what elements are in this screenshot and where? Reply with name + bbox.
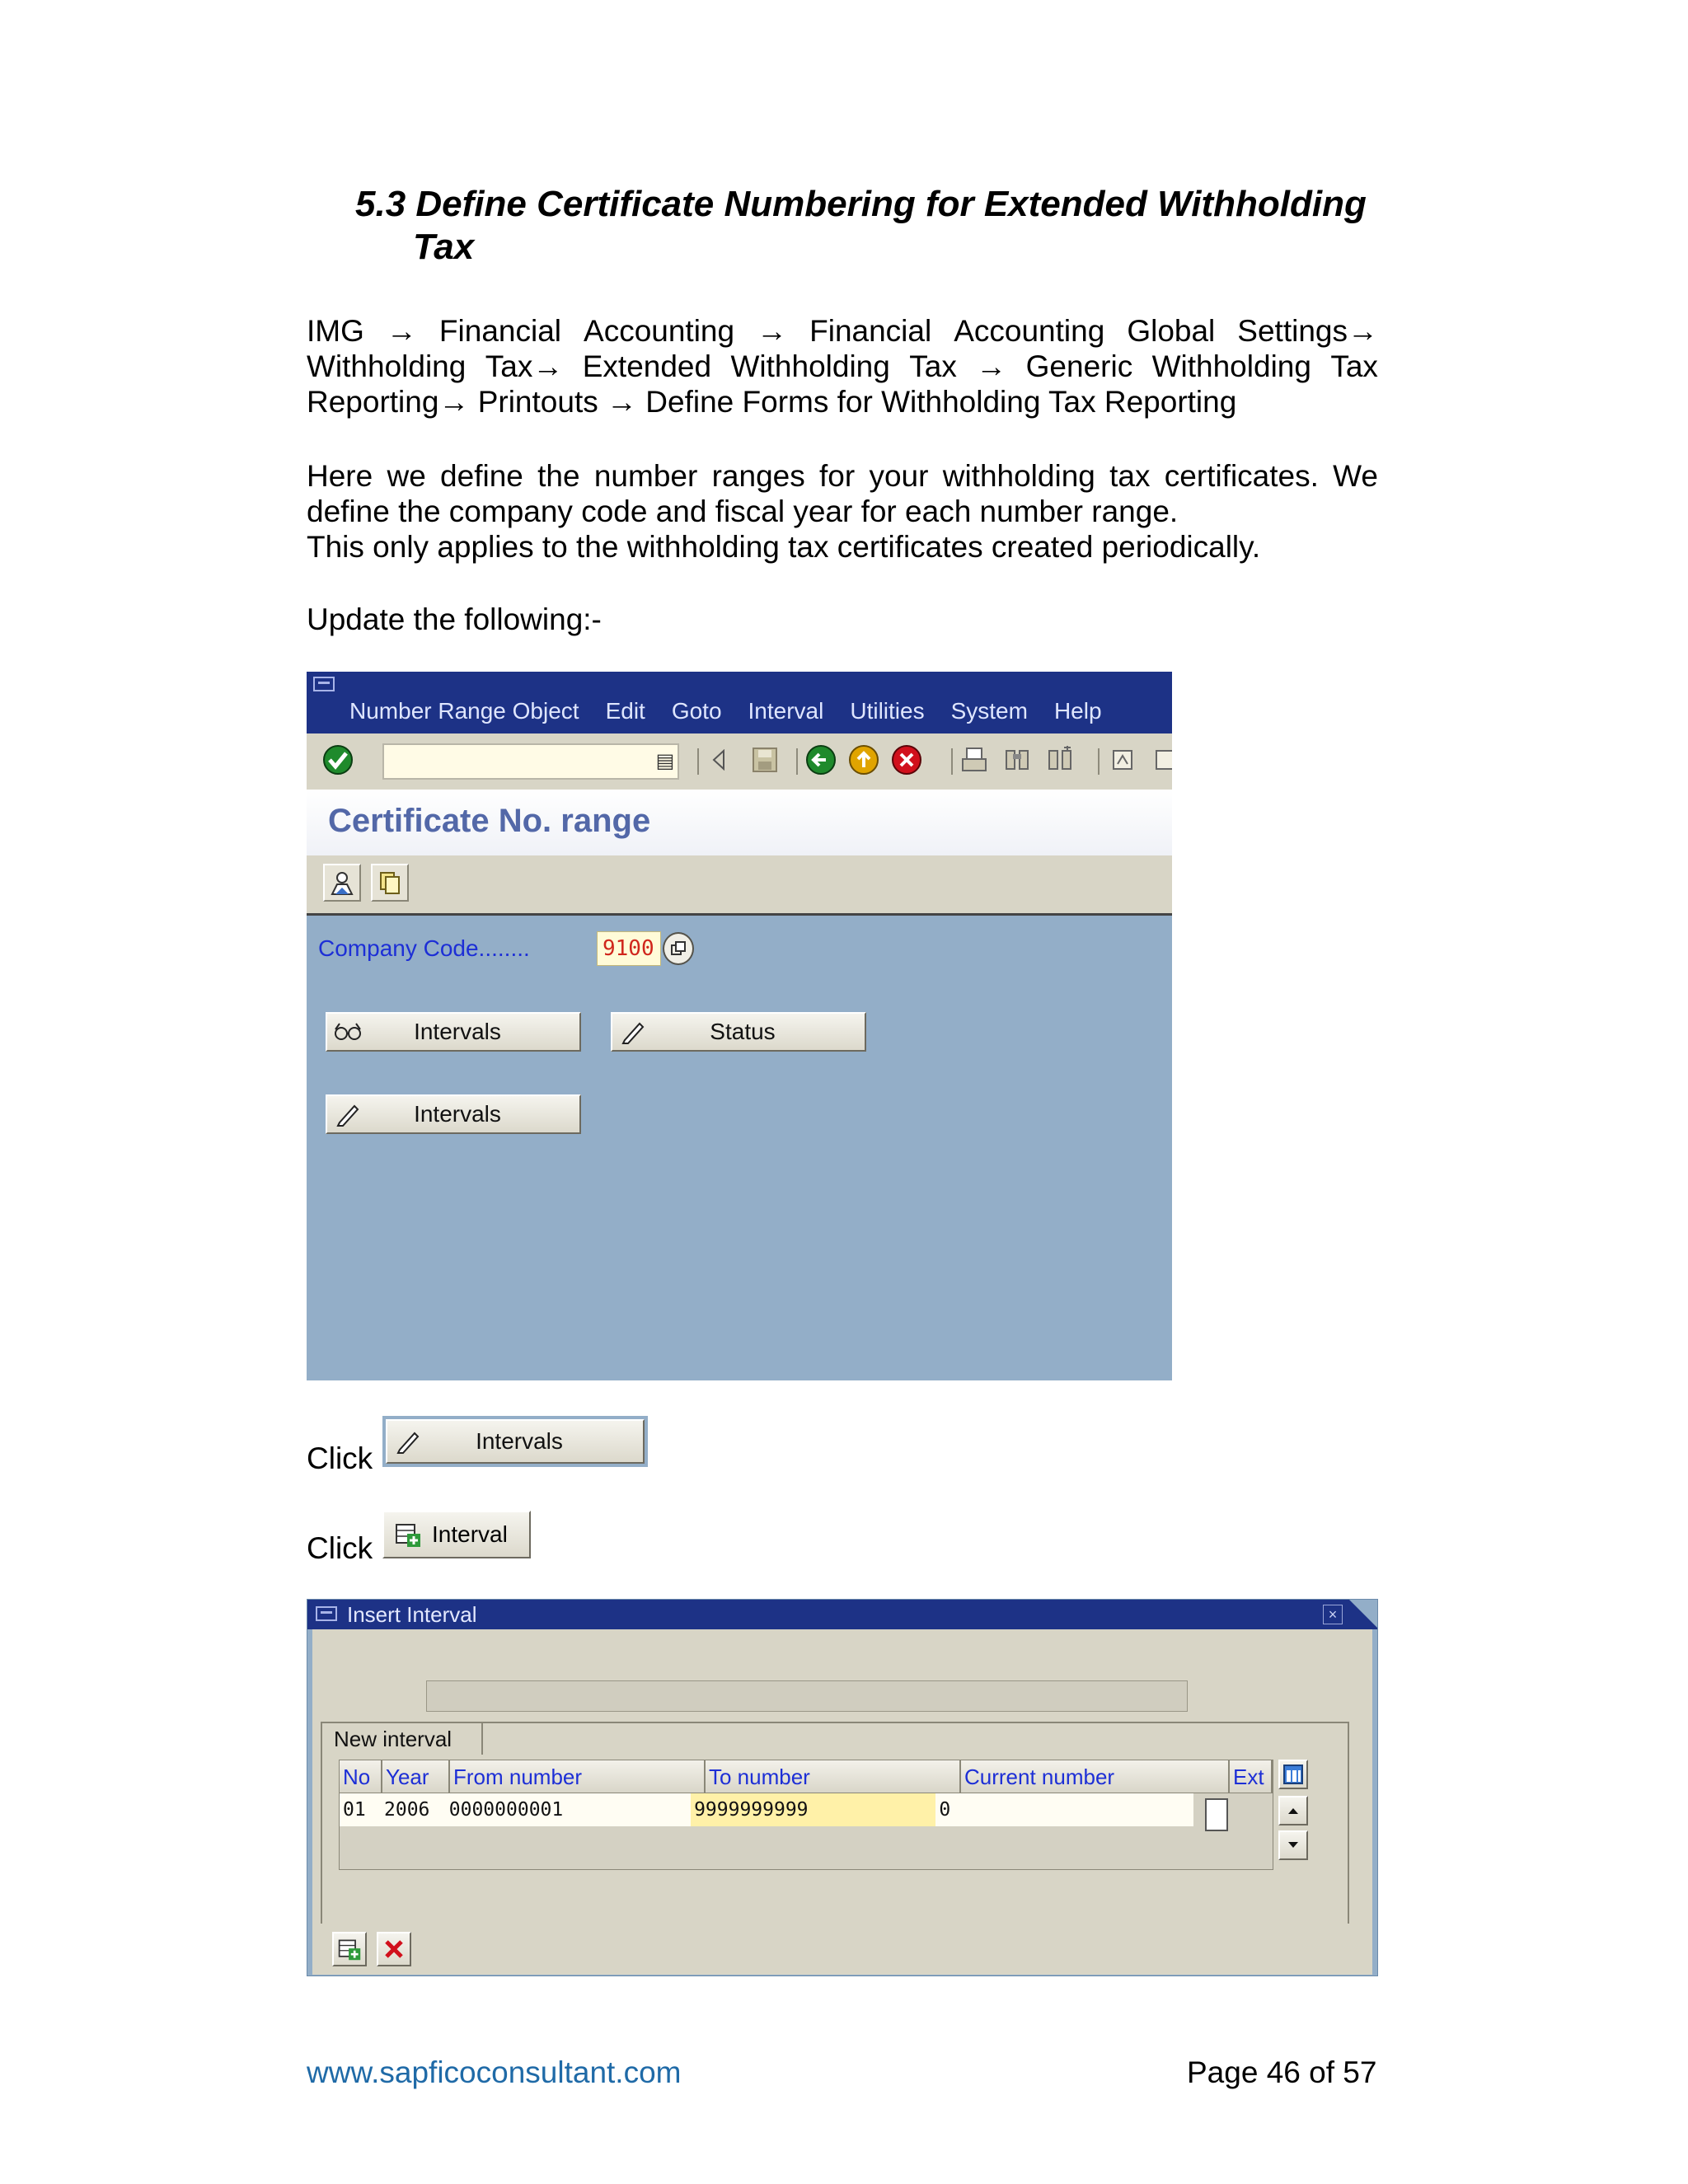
path-word: Accounting xyxy=(584,314,735,348)
path-word: IMG xyxy=(307,314,364,348)
path-word: Tax→ xyxy=(485,349,564,383)
column-header-current-number[interactable]: Current number xyxy=(961,1760,1230,1793)
click-instruction-1: Click xyxy=(307,1441,373,1475)
collapse-arrow-icon[interactable] xyxy=(702,743,735,776)
column-header-year[interactable]: Year xyxy=(382,1760,450,1793)
dialog-footer-toolbar xyxy=(312,1924,1372,1975)
footer-page-number: Page 46 of 57 xyxy=(1187,2055,1377,2089)
glasses-icon xyxy=(327,1021,368,1043)
toolbar-separator xyxy=(796,748,798,775)
path-line-2 xyxy=(307,349,1378,384)
menu-system[interactable]: System xyxy=(950,698,1028,724)
insert-interval-dialog xyxy=(307,1599,1378,1976)
window-menu-icon[interactable] xyxy=(313,677,335,691)
toolbar-separator xyxy=(697,748,699,775)
sap-menu-bar xyxy=(307,672,1172,733)
sap-number-range-screen xyxy=(307,672,1172,1380)
table-header xyxy=(340,1760,1273,1793)
column-header-to-number[interactable]: To number xyxy=(706,1760,961,1793)
click-instruction-2: Click xyxy=(307,1531,373,1565)
screen-title: Certificate No. range xyxy=(328,803,651,839)
cell-year[interactable]: 2006 xyxy=(384,1799,430,1821)
find-next-icon[interactable] xyxy=(1043,743,1076,776)
dialog-title: Insert Interval xyxy=(347,1602,477,1627)
path-line-3 xyxy=(307,384,1378,419)
menu-items xyxy=(349,698,1102,724)
intervals-change-button[interactable] xyxy=(326,1094,581,1134)
table-controls xyxy=(1278,1760,1311,1865)
new-interval-group xyxy=(321,1722,1349,1931)
cell-to-number[interactable]: 9999999999 xyxy=(691,1793,935,1826)
path-word: Financial xyxy=(809,314,932,348)
save-icon[interactable] xyxy=(748,743,781,776)
find-icon[interactable] xyxy=(1001,743,1034,776)
menu-edit[interactable]: Edit xyxy=(605,698,645,724)
command-field[interactable] xyxy=(382,743,679,780)
company-code-label: Company Code........ xyxy=(318,935,530,961)
path-word: Accounting xyxy=(954,314,1105,348)
path-word: Tax xyxy=(909,349,957,383)
pencil-icon xyxy=(387,1428,429,1455)
path-word: Generic xyxy=(1025,349,1133,383)
menu-interval[interactable]: Interval xyxy=(748,698,824,724)
dialog-body xyxy=(312,1629,1372,1946)
arrow-icon: → xyxy=(757,314,788,348)
ext-checkbox[interactable] xyxy=(1205,1798,1228,1831)
cell-current-number[interactable]: 0 xyxy=(939,1799,951,1821)
cancel-x-icon[interactable] xyxy=(377,1932,411,1966)
screen-title-bar xyxy=(307,790,1172,862)
menu-utilities[interactable]: Utilities xyxy=(850,698,925,724)
intervals-change-label: Intervals xyxy=(414,1101,501,1127)
command-history-icon[interactable]: ▤ xyxy=(655,750,675,772)
menu-number-range-object[interactable]: Number Range Object xyxy=(349,698,579,724)
path-line-3-text: Reporting→ Printouts → Define Forms for Withholding Tax Reporting xyxy=(307,385,1237,419)
scroll-up-icon[interactable] xyxy=(1278,1796,1308,1825)
menu-help[interactable]: Help xyxy=(1053,698,1102,724)
title-corner xyxy=(1349,1600,1378,1629)
intro-line-1: Here we define the number ranges for your withholding tax certificates. We xyxy=(307,459,1378,493)
possible-entries-icon[interactable] xyxy=(663,932,694,965)
dialog-message-bar xyxy=(426,1680,1188,1712)
click-intervals-button-frame xyxy=(382,1416,648,1467)
close-icon[interactable]: × xyxy=(1323,1605,1343,1624)
img-menu-path xyxy=(307,313,1378,419)
user-object-icon[interactable] xyxy=(323,864,361,902)
insert-interval-button[interactable] xyxy=(382,1511,531,1558)
back-icon[interactable] xyxy=(804,743,837,776)
enter-check-icon[interactable] xyxy=(321,743,354,776)
section-heading xyxy=(355,183,1427,269)
footer-website-link[interactable]: www.sapficoconsultant.com xyxy=(307,2055,682,2089)
pencil-icon xyxy=(327,1101,368,1127)
arrow-icon: → xyxy=(976,349,1007,383)
intervals-change-button[interactable] xyxy=(386,1419,645,1464)
path-word: Financial xyxy=(438,314,561,348)
exit-icon[interactable] xyxy=(847,743,880,776)
company-code-input[interactable]: 9100 xyxy=(597,931,661,966)
pencil-icon xyxy=(612,1019,654,1045)
copy-icon[interactable] xyxy=(371,864,409,902)
update-instruction: Update the following:- xyxy=(307,602,602,636)
cell-ext xyxy=(1193,1793,1235,1826)
column-header-no[interactable]: No xyxy=(340,1760,382,1793)
interval-button-label: Interval xyxy=(432,1521,508,1547)
path-word: Withholding xyxy=(1151,349,1311,383)
status-label: Status xyxy=(710,1019,776,1044)
insert-row-icon xyxy=(384,1521,432,1549)
path-word: Settings→ xyxy=(1237,314,1378,348)
path-word: Tax xyxy=(1330,349,1378,383)
table-row xyxy=(340,1793,1235,1826)
path-line-1 xyxy=(307,313,1378,349)
previous-page-icon[interactable] xyxy=(1147,743,1172,776)
column-header-ext[interactable]: Ext xyxy=(1230,1760,1273,1793)
heading-line-1: 5.3 Define Certificate Numbering for Extended Withholding xyxy=(355,184,1367,224)
sap-standard-toolbar xyxy=(307,733,1172,790)
interval-table xyxy=(339,1760,1273,1870)
intervals-display-label: Intervals xyxy=(414,1019,501,1044)
dialog-title-bar xyxy=(307,1600,1378,1629)
insert-confirm-icon[interactable] xyxy=(332,1932,367,1966)
scroll-down-icon[interactable] xyxy=(1278,1830,1308,1860)
toolbar-separator xyxy=(1098,748,1100,775)
application-toolbar xyxy=(307,855,1172,916)
path-word: Global xyxy=(1127,314,1216,348)
cell-from-number[interactable]: 0000000001 xyxy=(448,1799,564,1821)
first-page-icon[interactable] xyxy=(1106,743,1139,776)
table-settings-icon[interactable] xyxy=(1278,1760,1308,1789)
intro-line-2: define the company code and fiscal year for each number range. xyxy=(307,494,1179,528)
intro-paragraph xyxy=(307,458,1378,565)
column-header-from-number[interactable]: From number xyxy=(450,1760,706,1793)
menu-goto[interactable]: Goto xyxy=(671,698,722,724)
heading-line-2: Tax xyxy=(413,227,475,267)
intervals-button-label: Intervals xyxy=(476,1428,563,1454)
print-icon[interactable] xyxy=(958,743,991,776)
path-word: Withholding xyxy=(730,349,890,383)
path-word: Withholding xyxy=(307,349,467,383)
arrow-icon: → xyxy=(386,314,417,348)
status-button[interactable] xyxy=(611,1012,866,1052)
toolbar-separator xyxy=(951,748,953,775)
path-word: Extended xyxy=(582,349,712,383)
intro-line-3: This only applies to the withholding tax certificates created periodically. xyxy=(307,530,1261,564)
window-menu-icon[interactable] xyxy=(316,1606,337,1621)
cell-no[interactable]: 01 xyxy=(343,1799,366,1821)
group-label: New interval xyxy=(329,1723,483,1755)
intervals-display-button[interactable] xyxy=(326,1012,581,1052)
cancel-icon[interactable] xyxy=(890,743,923,776)
